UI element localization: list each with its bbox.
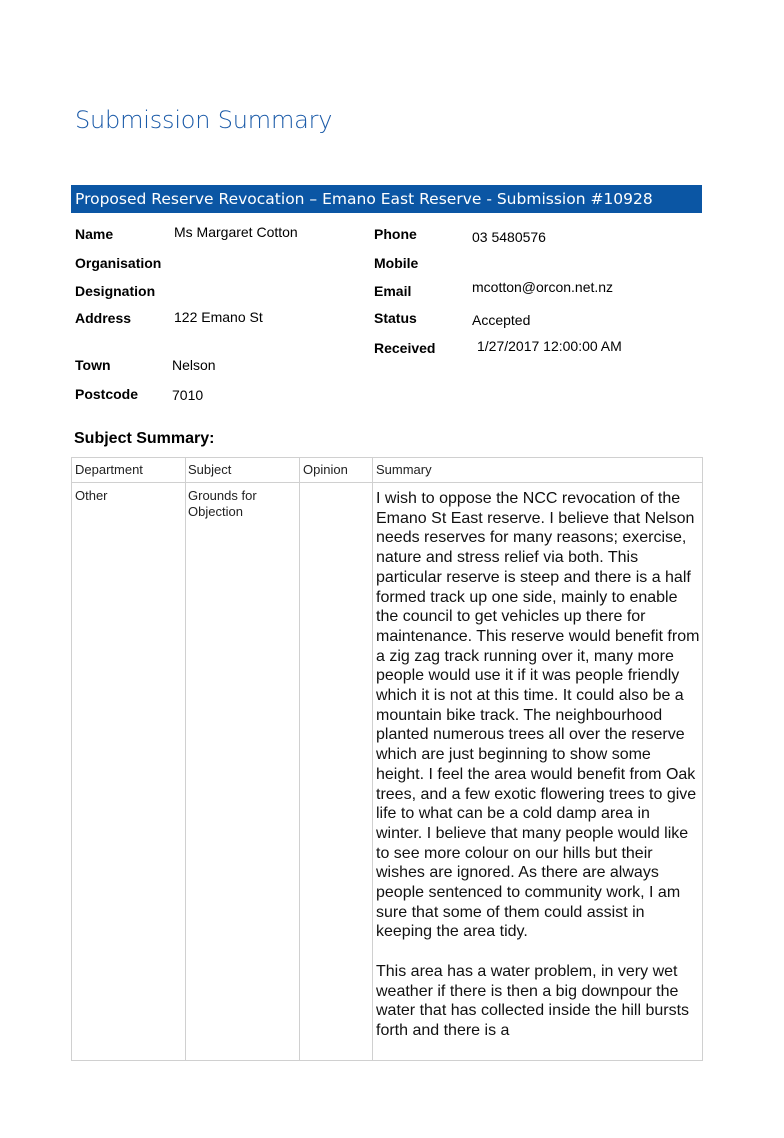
- cell-department: Other: [75, 488, 108, 503]
- column-header-opinion: Opinion: [303, 462, 348, 477]
- column-header-department: Department: [75, 462, 143, 477]
- summary-paragraph: I wish to oppose the NCC revocation of the Emano St East reserve. I believe that Nelson needs reserves for many reasons; exercise, nature and stress relief via both. This particular reserve is steep and there is a half formed track up one side, mainly to enable the council to get vehicles up there for maintenance. This reserve would benefit from a zig zag track running over it, many more people would use it if it was people friendly which it is not at this time. It could also be a mountain bike track. The neighbourhood planted numerous trees all over the reserve which are just beginning to show some height. I feel the area would benefit from Oak trees, and a few exotic flowering trees to give life to what can be a cold damp area in winter. I believe that many people would like to see more colour on our hills but their wishes are ignored. As there are always people sentenced to community work, I am sure that some of them could assist in keeping the area tidy.: [376, 490, 700, 941]
- phone-value: 03 5480576: [472, 229, 546, 245]
- organisation-label: Organisation: [75, 255, 162, 271]
- name-label: Name: [75, 226, 114, 242]
- postcode-label: Postcode: [75, 386, 139, 402]
- phone-label: Phone: [374, 226, 417, 242]
- mobile-label: Mobile: [374, 255, 419, 271]
- received-value: 1/27/2017 12:00:00 AM: [477, 338, 622, 354]
- table-divider: [372, 457, 373, 1061]
- page-title: Submission Summary: [75, 106, 333, 134]
- received-label: Received: [374, 340, 436, 356]
- town-label: Town: [75, 357, 111, 373]
- cell-subject: Grounds for Objection: [188, 488, 257, 519]
- address-label: Address: [75, 310, 132, 326]
- postcode-value: 7010: [172, 387, 204, 403]
- status-value: Accepted: [472, 312, 531, 328]
- designation-label: Designation: [75, 283, 156, 299]
- table-divider: [185, 457, 186, 1061]
- name-value: Ms Margaret Cotton: [174, 224, 298, 240]
- column-header-subject: Subject: [188, 462, 232, 477]
- summary-paragraph: This area has a water problem, in very wet weather if there is then a big downpour the water that has collected inside the hill bursts forth and there is a: [376, 962, 690, 1039]
- email-label: Email: [374, 283, 412, 299]
- subject-summary-heading: Subject Summary:: [74, 430, 215, 447]
- status-label: Status: [374, 310, 417, 326]
- column-header-summary: Summary: [376, 462, 432, 477]
- town-value: Nelson: [172, 357, 216, 373]
- address-value: 122 Emano St: [174, 309, 263, 325]
- email-value: mcotton@orcon.net.nz: [472, 279, 614, 295]
- table-divider: [299, 457, 300, 1061]
- submission-banner: Proposed Reserve Revocation – Emano East Reserve - Submission #10928: [71, 185, 702, 213]
- cell-summary: [376, 489, 700, 1041]
- table-border-left: [71, 457, 72, 1061]
- table-border-bottom: [71, 1060, 703, 1061]
- table-border-right: [702, 457, 703, 1061]
